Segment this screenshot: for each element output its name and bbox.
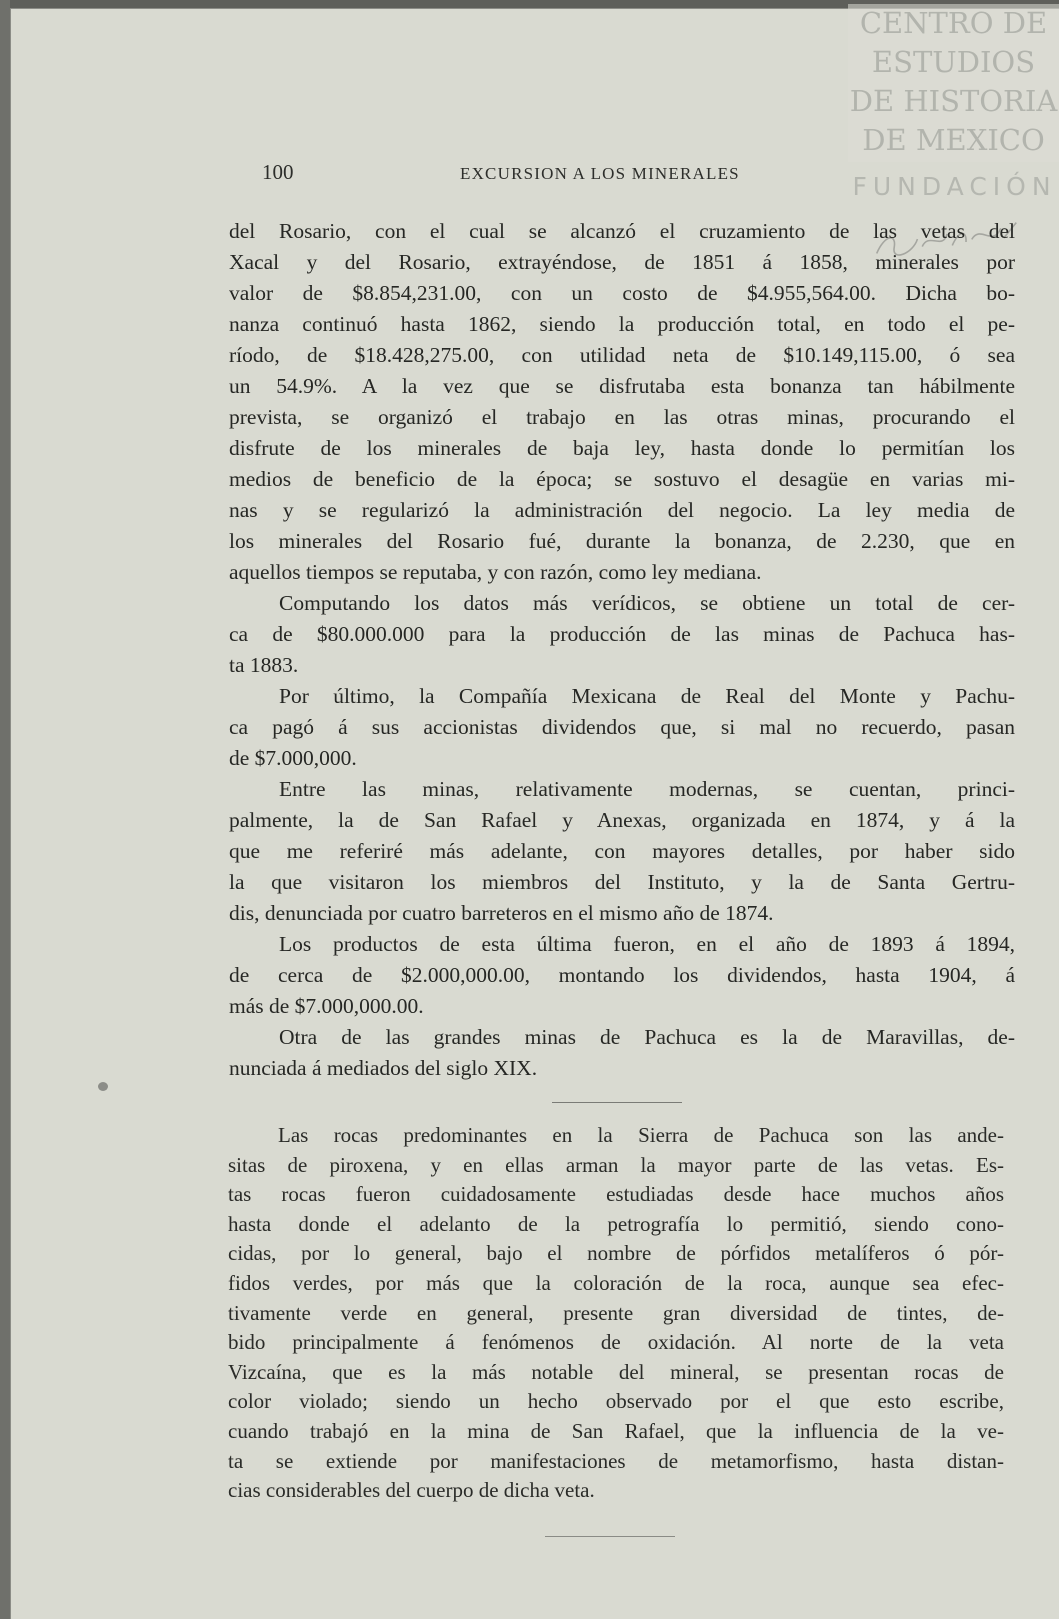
text-line: hasta donde el adelanto de la petrografía lo permitió, siendo cono-	[228, 1211, 1004, 1236]
end-divider	[545, 1536, 675, 1537]
text-line: Los productos de esta última fueron, en el año de 1893 á 1894,	[279, 932, 1015, 956]
text-line: Computando los datos más verídicos, se obtiene un total de cer-	[279, 591, 1015, 615]
text-line: Otra de las grandes minas de Pachuca es la de Maravillas, de-	[279, 1025, 1015, 1049]
paragraph	[229, 681, 1015, 774]
text-line: aquellos tiempos se reputaba, y con razón, como ley mediana.	[229, 560, 762, 584]
text-line: color violado; siendo un hecho observado por el que esto escribe,	[228, 1389, 1004, 1414]
text-line: palmente, la de San Rafael y Anexas, organizada en 1874, y á la	[229, 808, 1015, 832]
section-divider	[552, 1102, 682, 1103]
text-line: cuando trabajó en la mina de San Rafael, que la influencia de la ve-	[228, 1418, 1004, 1443]
paragraph	[229, 588, 1015, 681]
paragraph	[229, 1022, 1015, 1084]
text-line: cidas, por lo general, bajo el nombre de pórfidos metalíferos ó pór-	[228, 1241, 1004, 1266]
text-line: sitas de piroxena, y en ellas arman la mayor parte de las vetas. Es-	[228, 1152, 1004, 1177]
text-line: prevista, se organizó el trabajo en las otras minas, procurando el	[229, 405, 1015, 429]
text-line: valor de $8.854,231.00, con un costo de $4.955,564.00. Dicha bo-	[229, 281, 1015, 305]
text-line: ta se extiende por manifestaciones de metamorfismo, hasta distan-	[228, 1448, 1004, 1473]
text-line: medios de beneficio de la época; se sostuvo el desagüe en varias mi-	[229, 467, 1015, 491]
text-line: un 54.9%. A la vez que se disfrutaba esta bonanza tan hábilmente	[229, 374, 1015, 398]
text-line: de $7.000,000.	[229, 746, 357, 770]
page-number: 100	[262, 160, 294, 184]
watermark-foundation: FUNDACIÓN	[852, 172, 1057, 201]
text-line: Xacal y del Rosario, extrayéndose, de 1851 á 1858, minerales por	[229, 250, 1015, 274]
text-line: disfrute de los minerales de baja ley, hasta donde lo permitían los	[229, 436, 1015, 460]
text-line: bido principalmente á fenómenos de oxidación. Al norte de la veta	[228, 1330, 1004, 1355]
watermark-line: CENTRO DE	[859, 6, 1048, 40]
watermark-line: ESTUDIOS	[871, 45, 1036, 79]
text-line: del Rosario, con el cual se alcanzó el cruzamiento de las vetas del	[229, 219, 1015, 243]
paragraph	[229, 216, 1015, 588]
text-line: Por último, la Compañía Mexicana de Real del Monte y Pachu-	[279, 684, 1015, 708]
text-line: la que visitaron los miembros del Instituto, y la de Santa Gertru-	[229, 870, 1015, 894]
text-line: ríodo, de $18.428,275.00, con utilidad neta de $10.149,115.00, ó sea	[229, 343, 1015, 367]
text-line: más de $7.000,000.00.	[229, 994, 424, 1018]
text-line: dis, denunciada por cuatro barreteros en el mismo año de 1874.	[229, 901, 774, 925]
text-line: nanza continuó hasta 1862, siendo la producción total, en todo el pe-	[229, 312, 1015, 336]
text-line: nas y se regularizó la administración del negocio. La ley media de	[229, 498, 1015, 522]
text-line: ca pagó á sus accionistas dividendos que, si mal no recuerdo, pasan	[229, 715, 1015, 739]
scan-left-edge	[0, 0, 10, 1619]
text-line: nunciada á mediados del siglo XIX.	[229, 1056, 538, 1080]
text-line: tas rocas fueron cuidadosamente estudiadas desde hace muchos años	[228, 1182, 1004, 1207]
watermark-line: DE HISTORIA	[849, 84, 1058, 118]
section-text	[228, 1121, 1004, 1506]
text-line: tivamente verde en general, presente gran diversidad de tintes, de-	[228, 1300, 1004, 1325]
paper-speck	[98, 1082, 108, 1091]
text-line: los minerales del Rosario fué, durante la bonanza, de 2.230, que en	[229, 529, 1015, 553]
watermark-box	[848, 4, 1059, 162]
text-line: Las rocas predominantes en la Sierra de Pachuca son las ande-	[278, 1123, 1004, 1147]
text-line: que me referiré más adelante, con mayores detalles, por haber sido	[229, 839, 1015, 863]
paragraph	[229, 929, 1015, 1022]
text-line: fidos verdes, por más que la coloración de la roca, aunque sea efec-	[228, 1270, 1004, 1295]
watermark-line: DE MEXICO	[862, 123, 1045, 157]
text-line: cias considerables del cuerpo de dicha veta.	[228, 1478, 595, 1503]
text-line: de cerca de $2.000,000.00, montando los dividendos, hasta 1904, á	[229, 963, 1015, 987]
main-text	[229, 216, 1015, 1084]
text-line: ta 1883.	[229, 653, 299, 677]
running-title: EXCURSION A LOS MINERALES	[460, 164, 740, 183]
text-line: Vizcaína, que es la más notable del mineral, se presentan rocas de	[228, 1359, 1004, 1384]
text-line: ca de $80.000.000 para la producción de las minas de Pachuca has-	[229, 622, 1015, 646]
text-line: Entre las minas, relativamente modernas, se cuentan, princi-	[279, 777, 1015, 801]
paragraph	[229, 774, 1015, 929]
